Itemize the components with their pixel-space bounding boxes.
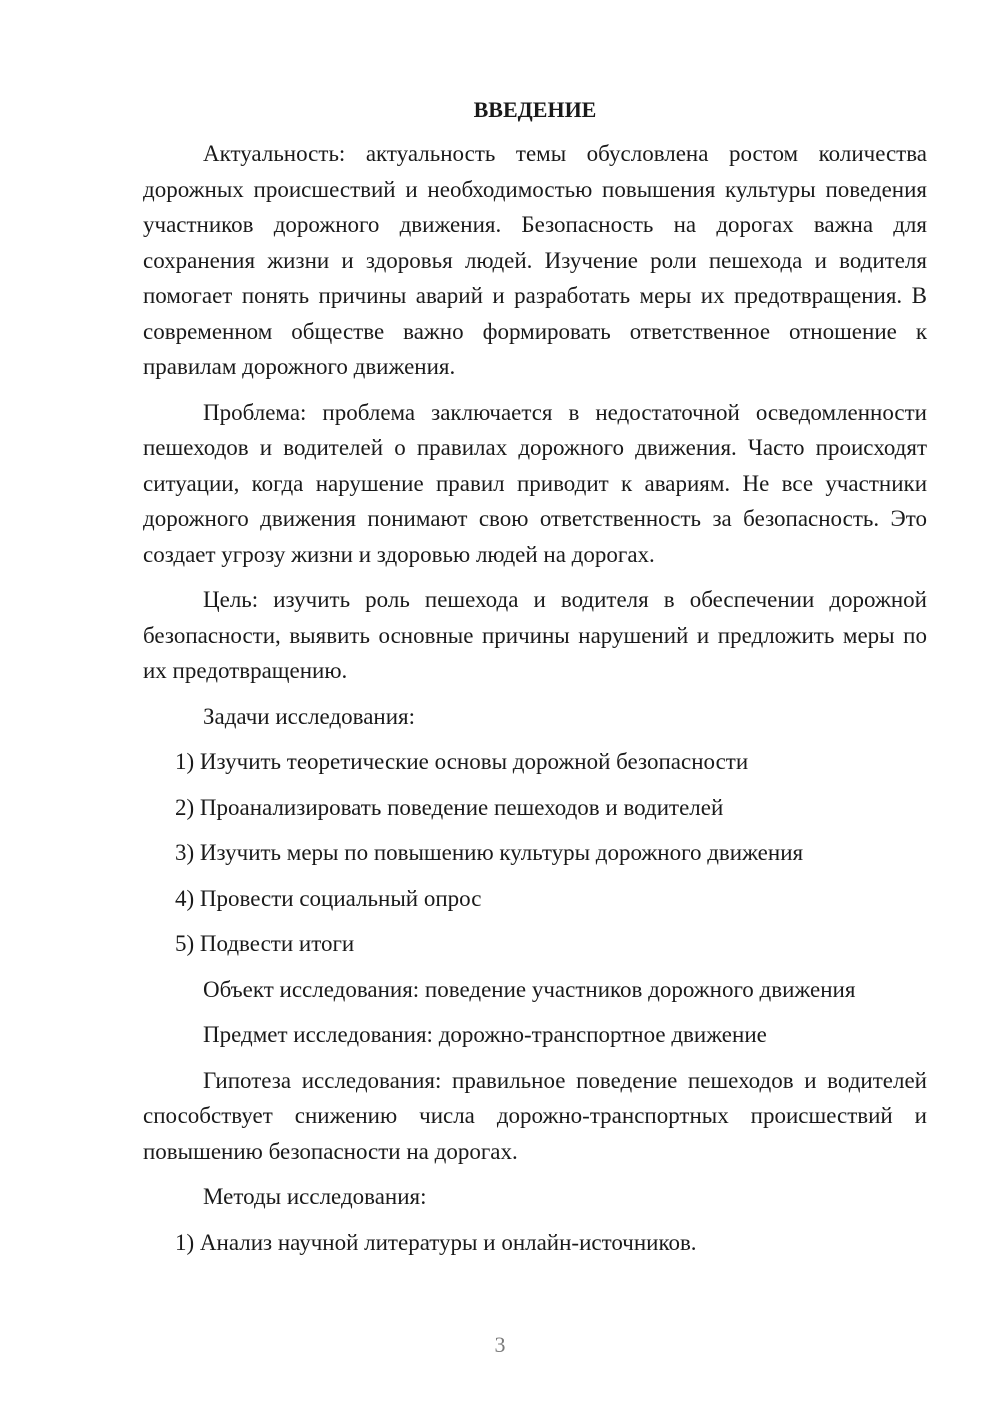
research-object: Объект исследования: поведение участников дорожного движения bbox=[203, 976, 856, 1002]
task-item: 1) Изучить теоретические основы дорожной безопасности bbox=[175, 749, 749, 774]
methods-heading: Методы исследования: bbox=[203, 1184, 427, 1209]
task-item: 3) Изучить меры по повышению культуры дорожного движения bbox=[175, 840, 804, 865]
problem-paragraph: Проблема: проблема заключается в недостаточной осведомленности пешеходов и водителей о правилах дорожного движения. Часто происходят ситуации, когда нарушение правил приводит к авариям. Не все участники дорожного движения понимают свою ответственность за безопасность. Это создает угрозу жизни и здоровью людей на дорогах. bbox=[143, 399, 927, 567]
page-number: 3 bbox=[494, 1332, 506, 1357]
hypothesis-paragraph: Гипотеза исследования: правильное поведение пешеходов и водителей способствует снижению числа дорожно-транспортных происшествий и повышению безопасности на дорогах. bbox=[143, 1067, 927, 1164]
section-title: ВВЕДЕНИЕ bbox=[473, 97, 597, 122]
method-item: 1) Анализ научной литературы и онлайн-источников. bbox=[175, 1229, 697, 1255]
task-item: 4) Провести социальный опрос bbox=[175, 885, 482, 911]
relevance-paragraph: Актуальность: актуальность темы обусловлена ростом количества дорожных происшествий и необходимостью повышения культуры поведения участников дорожного движения. Безопасность на дорогах важна для сохранения жизни и здоровья людей. Изучение роли пешехода и водителя помогает понять причины аварий и разработать меры их предотвращения. В современном обществе важно формировать ответственное отношение к правилам дорожного движения. bbox=[143, 141, 927, 379]
research-subject: Предмет исследования: дорожно-транспортное движение bbox=[203, 1022, 767, 1047]
task-item: 2) Проанализировать поведение пешеходов и водителей bbox=[175, 794, 724, 820]
goal-paragraph: Цель: изучить роль пешехода и водителя в обеспечении дорожной безопасности, выявить основные причины нарушений и предложить меры по их предотвращению. bbox=[143, 587, 927, 683]
tasks-heading: Задачи исследования: bbox=[203, 703, 416, 729]
task-item: 5) Подвести итоги bbox=[175, 931, 355, 956]
